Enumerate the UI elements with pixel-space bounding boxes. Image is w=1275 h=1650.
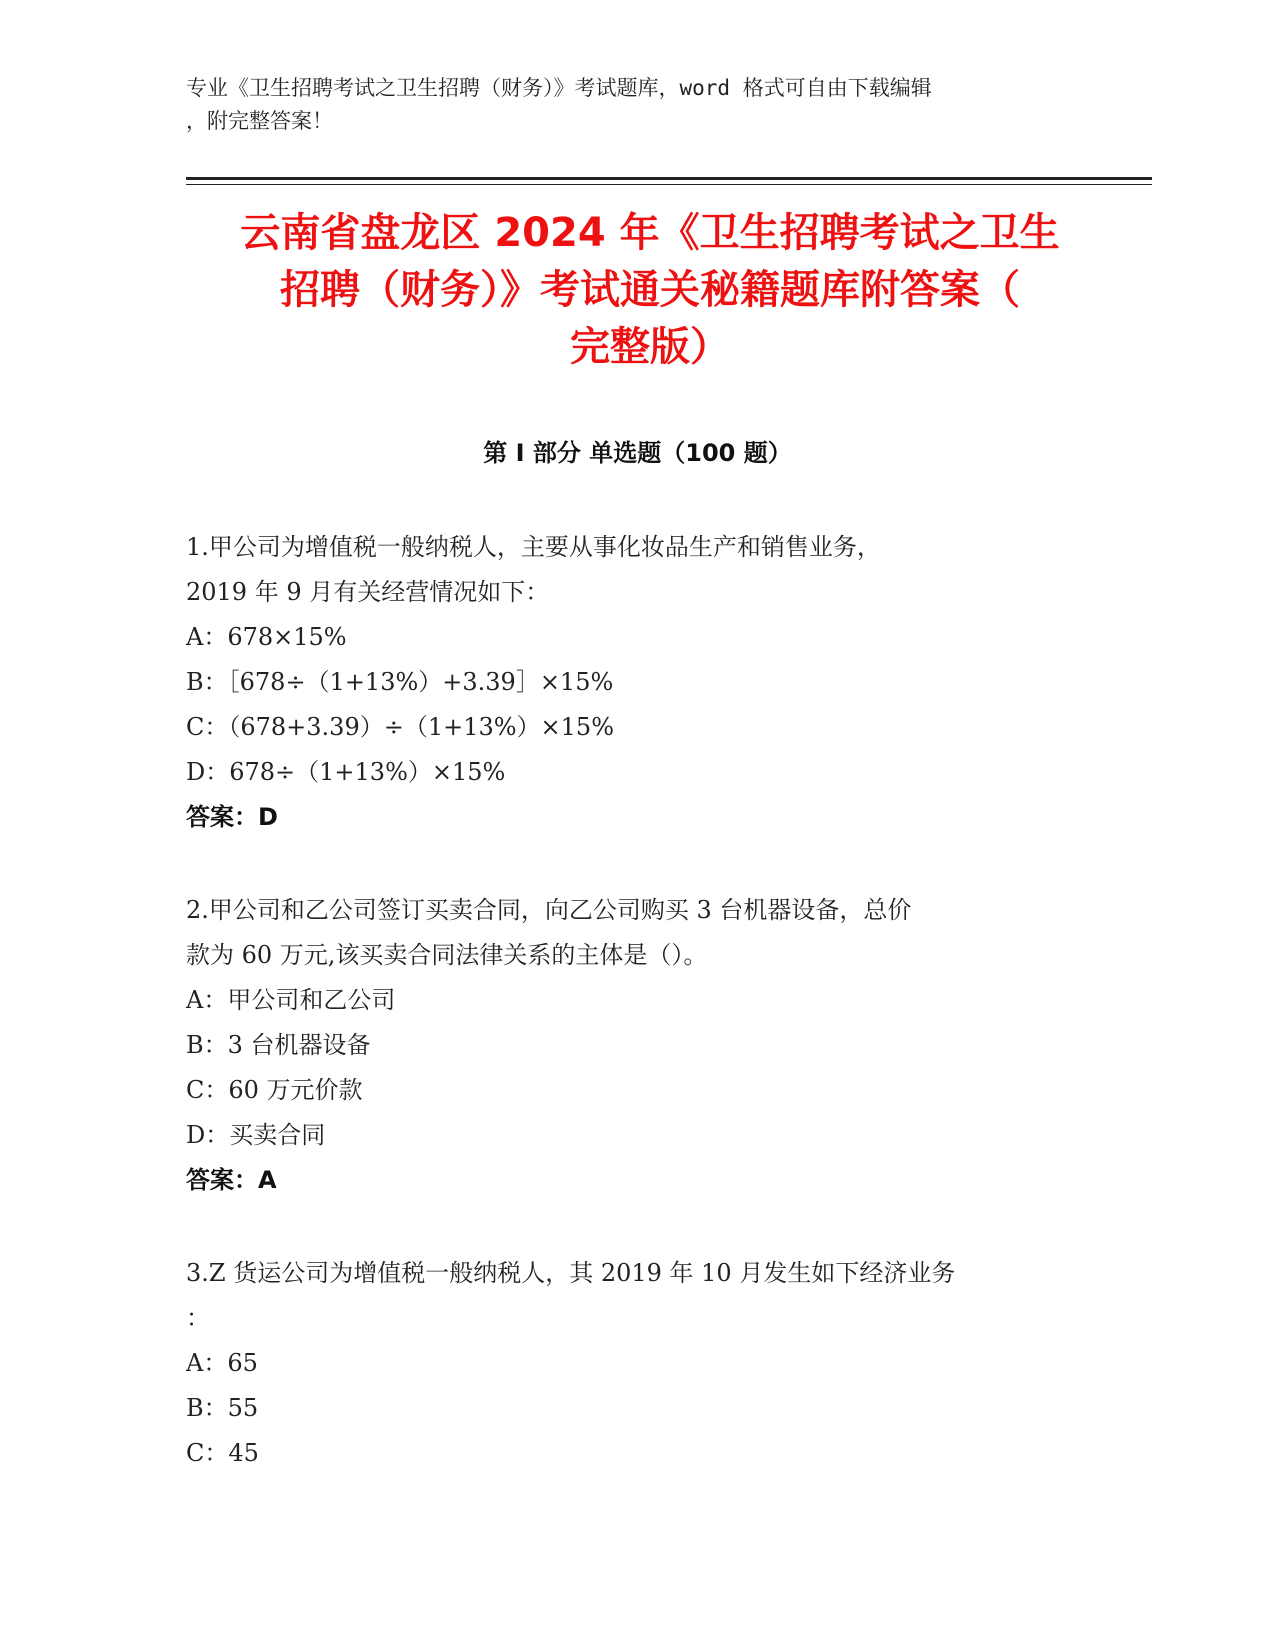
- header-divider-thick: [186, 177, 1152, 180]
- option-c: C：（678+3.39）÷（1+13%）×15%: [186, 713, 615, 741]
- option-b: B：55: [186, 1394, 259, 1422]
- option-d: D：买卖合同: [186, 1121, 326, 1149]
- option-b: B：3 台机器设备: [186, 1031, 371, 1059]
- question-stem-line: ：: [186, 1304, 210, 1332]
- option-a: A：甲公司和乙公司: [186, 986, 396, 1014]
- option-a: A：678×15%: [186, 623, 347, 651]
- title-line: 招聘（财务）》考试通关秘籍题库附答案（: [280, 267, 1020, 313]
- option-d: D：678÷（1+13%）×15%: [186, 758, 506, 786]
- answer: 答案：A: [186, 1166, 277, 1194]
- option-c: C：45: [186, 1439, 259, 1467]
- question-stem-line: 款为 60 万元,该买卖合同法律关系的主体是（）。: [186, 941, 708, 969]
- answer: 答案：D: [186, 803, 278, 831]
- header-note-line: ，附完整答案！: [186, 109, 333, 133]
- option-c: C：60 万元价款: [186, 1076, 363, 1104]
- title-line: 完整版）: [570, 324, 730, 370]
- header-note-line: 专业《卫生招聘考试之卫生招聘（财务）》考试题库，word 格式可自由下载编辑: [186, 76, 932, 100]
- header-note: [186, 72, 1086, 138]
- question-stem-line: 1.甲公司为增值税一般纳税人，主要从事化妆品生产和销售业务，: [186, 533, 881, 561]
- question-stem-line: 2019 年 9 月有关经营情况如下：: [186, 578, 550, 606]
- option-a: A：65: [186, 1349, 258, 1377]
- section-heading: 第 I 部分 单选题（100 题）: [483, 439, 792, 467]
- document-title: [150, 205, 1150, 376]
- question-stem-line: 2.甲公司和乙公司签订买卖合同，向乙公司购买 3 台机器设备，总价: [186, 896, 912, 924]
- header-divider-thin: [186, 184, 1152, 185]
- question-stem-line: 3.Z 货运公司为增值税一般纳税人，其 2019 年 10 月发生如下经济业务: [186, 1259, 956, 1287]
- title-line: 云南省盘龙区 2024 年《卫生招聘考试之卫生: [240, 210, 1060, 256]
- question-3: [186, 1251, 1086, 1476]
- question-2: [186, 888, 1086, 1203]
- option-b: B：［678÷（1+13%）+3.39］×15%: [186, 668, 614, 696]
- question-1: [186, 525, 1086, 840]
